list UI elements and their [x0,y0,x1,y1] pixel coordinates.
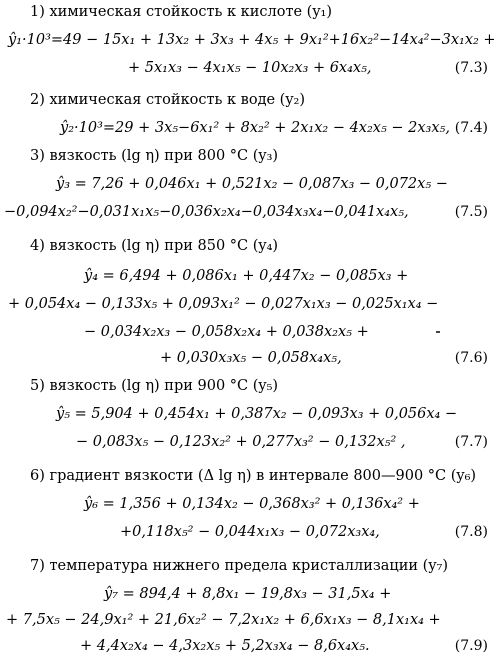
heading-text: 4) вязкость (lg η) при 850 °C (y₄) [30,238,279,254]
equation-line [0,172,500,196]
equation-line [0,292,500,316]
equation-text: + 5x₁x₃ − 4x₁x₅ − 10x₂x₃ + 6x₄x₅, [128,60,372,76]
stray-mark [436,331,440,333]
equation-line [0,346,500,370]
equation-number: (7.7) [454,434,488,450]
section-heading [0,554,500,578]
equation-text: +0,118x₅² − 0,044x₁x₃ − 0,072x₃x₄, [120,524,380,540]
equation-text: ŷ₄ = 6,494 + 0,086x₁ + 0,447x₂ − 0,085x₃ + [84,268,409,284]
equation-line [0,320,500,344]
equation-line [0,608,500,632]
section-heading [0,88,500,112]
equation-text: + 0,054x₄ − 0,133x₅ + 0,093x₁² − 0,027x₁x₃ − 0,025x₁x₄ − [8,296,439,312]
section-heading [0,0,500,24]
heading-text: 1) химическая стойкость к кислоте (y₁) [30,4,332,20]
equation-text: + 0,030x₃x₅ − 0,058x₄x₅, [160,350,342,366]
heading-text: 3) вязкость (lg η) при 800 °C (y₃) [30,148,279,164]
equation-text: ŷ₇ = 894,4 + 8,8x₁ − 19,8x₃ − 31,5x₄ + [104,586,392,602]
equation-line [0,28,500,52]
section-heading [0,374,500,398]
heading-text: 6) градиент вязкости (Δ lg η) в интервале 800—900 °C (y₆) [30,468,477,484]
equation-number: (7.6) [454,350,488,366]
equation-line [0,430,500,454]
equation-line [0,116,500,140]
heading-text: 7) температура нижнего предела кристаллизации (y₇) [30,558,449,574]
equation-line [0,56,500,80]
equation-text: ŷ₁·10³=49 − 15x₁ + 13x₂ + 3x₃ + 4x₅ + 9x₁²+16x₂²−14x₄²−3x₁x₂ + [8,32,496,48]
equation-line [0,492,500,516]
equation-text: − 0,034x₂x₃ − 0,058x₂x₄ + 0,038x₂x₅ + [84,324,369,340]
heading-text: 2) химическая стойкость к воде (y₂) [30,92,306,108]
equation-text: ŷ₃ = 7,26 + 0,046x₁ + 0,521x₂ − 0,087x₃ − 0,072x₅ − [56,176,448,192]
equation-number: (7.3) [454,60,488,76]
section-heading [0,464,500,488]
section-heading [0,234,500,258]
equation-line [0,200,500,224]
equation-text: ŷ₂·10³=29 + 3x₅−6x₁² + 8x₂² + 2x₁x₂ − 4x₂x₅ − 2x₃x₅, [60,120,450,136]
equation-line [0,634,500,658]
equation-text: + 7,5x₅ − 24,9x₁² + 21,6x₂² − 7,2x₁x₂ + 6,6x₁x₃ − 8,1x₁x₄ + [6,612,441,628]
equation-text: ŷ₅ = 5,904 + 0,454x₁ + 0,387x₂ − 0,093x₃ + 0,056x₄ − [56,406,458,422]
equation-line [0,582,500,606]
equation-line [0,520,500,544]
heading-text: 5) вязкость (lg η) при 900 °C (y₅) [30,378,279,394]
section-heading [0,144,500,168]
equation-text: − 0,083x₅ − 0,123x₂² + 0,277x₃² − 0,132x₅² , [76,434,406,450]
equation-line [0,264,500,288]
equation-number: (7.8) [454,524,488,540]
equation-number: (7.5) [454,204,488,220]
equation-line [0,402,500,426]
equation-number: (7.4) [454,120,488,136]
equation-number: (7.9) [454,638,488,654]
equation-text: + 4,4x₂x₄ − 4,3x₂x₅ + 5,2x₃x₄ − 8,6x₄x₅. [80,638,370,654]
equation-text: −0,094x₂²−0,031x₁x₅−0,036x₂x₄−0,034x₃x₄−0,041x₄x₅, [4,204,409,220]
equation-text: ŷ₆ = 1,356 + 0,134x₂ − 0,368x₃² + 0,136x₄² + [84,496,420,512]
